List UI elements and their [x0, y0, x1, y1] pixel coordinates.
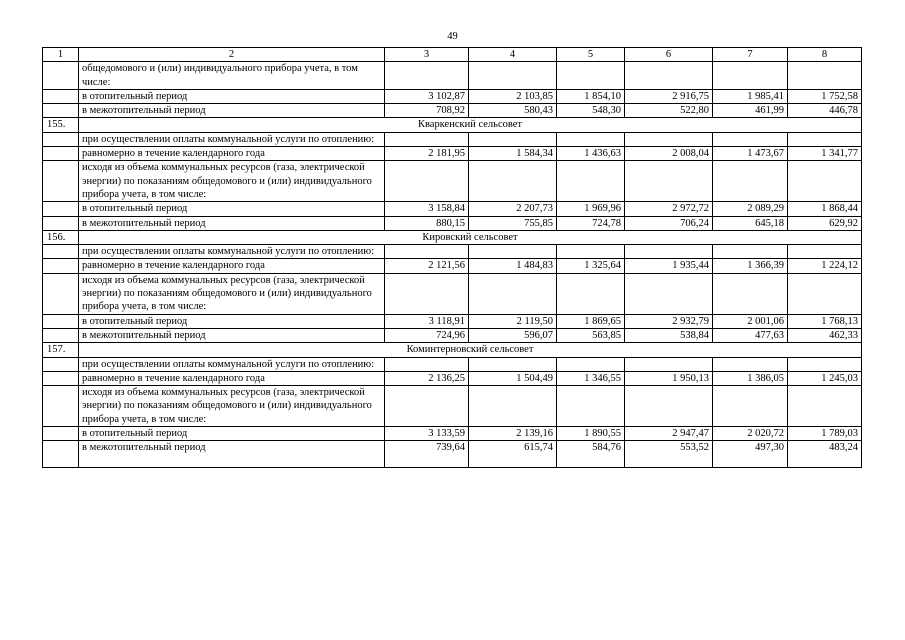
value-cell [713, 245, 788, 259]
value-cell [469, 132, 557, 146]
value-cell [557, 62, 625, 90]
row-description: в отопительный период [79, 314, 385, 328]
value-cell: 706,24 [625, 216, 713, 230]
table-row [43, 371, 862, 385]
value-cell [788, 62, 862, 90]
value-cell [557, 245, 625, 259]
value-cell [469, 386, 557, 427]
row-number-cell [43, 89, 79, 103]
value-cell: 2 932,79 [625, 314, 713, 328]
value-cell: 1 473,67 [713, 147, 788, 161]
column-header: 6 [625, 48, 713, 62]
value-cell: 2 181,95 [385, 147, 469, 161]
value-cell: 1 854,10 [557, 89, 625, 103]
value-cell [788, 273, 862, 314]
value-cell [557, 357, 625, 371]
section-number: 156. [43, 230, 79, 244]
value-cell [385, 386, 469, 427]
row-number-cell [43, 161, 79, 202]
row-description: в отопительный период [79, 427, 385, 441]
row-number-cell [43, 202, 79, 216]
table-row [43, 386, 862, 427]
value-cell: 1 346,55 [557, 371, 625, 385]
value-cell: 739,64 [385, 441, 469, 468]
value-cell: 3 133,59 [385, 427, 469, 441]
value-cell: 553,52 [625, 441, 713, 468]
value-cell: 1 869,65 [557, 314, 625, 328]
value-cell: 708,92 [385, 104, 469, 118]
value-cell [557, 132, 625, 146]
row-number-cell [43, 104, 79, 118]
value-cell [469, 245, 557, 259]
value-cell [385, 245, 469, 259]
value-cell: 446,78 [788, 104, 862, 118]
value-cell: 2 139,16 [469, 427, 557, 441]
value-cell: 477,63 [713, 328, 788, 342]
value-cell: 1 366,39 [713, 259, 788, 273]
value-cell [788, 132, 862, 146]
row-description: равномерно в течение календарного года [79, 147, 385, 161]
header-row [43, 48, 862, 62]
value-cell: 3 118,91 [385, 314, 469, 328]
value-cell: 724,96 [385, 328, 469, 342]
value-cell: 2 207,73 [469, 202, 557, 216]
value-cell: 483,24 [788, 441, 862, 468]
value-cell [385, 62, 469, 90]
page-number: 49 [447, 31, 458, 42]
row-number-cell [43, 216, 79, 230]
row-number-cell [43, 273, 79, 314]
value-cell: 2 121,56 [385, 259, 469, 273]
section-row [43, 343, 862, 357]
section-title: Коминтерновский сельсовет [79, 343, 862, 357]
tariff-table [42, 47, 862, 468]
row-number-cell [43, 328, 79, 342]
row-number-cell [43, 62, 79, 90]
table-row [43, 202, 862, 216]
value-cell: 629,92 [788, 216, 862, 230]
section-row [43, 230, 862, 244]
value-cell [788, 245, 862, 259]
table-row [43, 427, 862, 441]
value-cell: 1 584,34 [469, 147, 557, 161]
row-number-cell [43, 132, 79, 146]
value-cell: 1 935,44 [625, 259, 713, 273]
row-description: в межотопительный период [79, 216, 385, 230]
row-description: равномерно в течение календарного года [79, 371, 385, 385]
section-number: 157. [43, 343, 79, 357]
value-cell [557, 161, 625, 202]
value-cell: 461,99 [713, 104, 788, 118]
row-number-cell [43, 371, 79, 385]
value-cell [713, 161, 788, 202]
value-cell: 755,85 [469, 216, 557, 230]
table-row [43, 314, 862, 328]
value-cell [385, 357, 469, 371]
value-cell: 1 868,44 [788, 202, 862, 216]
row-number-cell [43, 386, 79, 427]
value-cell: 522,80 [625, 104, 713, 118]
table-row [43, 147, 862, 161]
value-cell: 880,15 [385, 216, 469, 230]
value-cell: 1 768,13 [788, 314, 862, 328]
row-number-cell [43, 245, 79, 259]
value-cell: 2 020,72 [713, 427, 788, 441]
value-cell: 724,78 [557, 216, 625, 230]
value-cell: 2 972,72 [625, 202, 713, 216]
value-cell [713, 386, 788, 427]
table-row [43, 259, 862, 273]
value-cell: 2 119,50 [469, 314, 557, 328]
row-description: исходя из объема коммунальных ресурсов (газа, электрической энергии) по показаниям общедомового и (или) индивидуального прибора учета, в том числе: [79, 273, 385, 314]
column-header: 2 [79, 48, 385, 62]
row-description: при осуществлении оплаты коммунальной услуги по отоплению: [79, 357, 385, 371]
value-cell: 538,84 [625, 328, 713, 342]
value-cell: 2 001,06 [713, 314, 788, 328]
value-cell [385, 161, 469, 202]
row-description: равномерно в течение календарного года [79, 259, 385, 273]
value-cell: 1 484,83 [469, 259, 557, 273]
row-description: исходя из объема коммунальных ресурсов (газа, электрической энергии) по показаниям общедомового и (или) индивидуального прибора учета, в том числе: [79, 161, 385, 202]
table-row [43, 132, 862, 146]
value-cell: 497,30 [713, 441, 788, 468]
value-cell [625, 245, 713, 259]
value-cell: 1 386,05 [713, 371, 788, 385]
table-row [43, 89, 862, 103]
value-cell: 580,43 [469, 104, 557, 118]
section-row [43, 118, 862, 132]
value-cell: 2 947,47 [625, 427, 713, 441]
value-cell [557, 386, 625, 427]
value-cell [788, 357, 862, 371]
value-cell: 1 890,55 [557, 427, 625, 441]
value-cell [469, 357, 557, 371]
row-description: в отопительный период [79, 89, 385, 103]
value-cell: 1 245,03 [788, 371, 862, 385]
value-cell: 1 504,49 [469, 371, 557, 385]
value-cell: 2 103,85 [469, 89, 557, 103]
value-cell: 596,07 [469, 328, 557, 342]
value-cell: 1 436,63 [557, 147, 625, 161]
section-number: 155. [43, 118, 79, 132]
value-cell: 462,33 [788, 328, 862, 342]
value-cell [557, 273, 625, 314]
value-cell [625, 357, 713, 371]
table-row [43, 357, 862, 371]
value-cell [713, 132, 788, 146]
row-number-cell [43, 441, 79, 468]
value-cell [713, 273, 788, 314]
table-row [43, 441, 862, 468]
value-cell [385, 132, 469, 146]
column-header: 8 [788, 48, 862, 62]
value-cell [788, 386, 862, 427]
column-header: 1 [43, 48, 79, 62]
value-cell: 584,76 [557, 441, 625, 468]
row-description: в межотопительный период [79, 328, 385, 342]
value-cell: 2 089,29 [713, 202, 788, 216]
value-cell [625, 161, 713, 202]
table-row [43, 328, 862, 342]
value-cell [788, 161, 862, 202]
value-cell: 1 325,64 [557, 259, 625, 273]
row-description: в межотопительный период [79, 441, 385, 468]
value-cell: 1 341,77 [788, 147, 862, 161]
table-row [43, 62, 862, 90]
row-number-cell [43, 427, 79, 441]
value-cell: 645,18 [713, 216, 788, 230]
row-description: в отопительный период [79, 202, 385, 216]
column-header: 5 [557, 48, 625, 62]
row-number-cell [43, 314, 79, 328]
value-cell [469, 62, 557, 90]
value-cell [625, 386, 713, 427]
value-cell: 3 102,87 [385, 89, 469, 103]
column-header: 7 [713, 48, 788, 62]
value-cell: 548,30 [557, 104, 625, 118]
value-cell: 1 789,03 [788, 427, 862, 441]
value-cell [713, 357, 788, 371]
column-header: 3 [385, 48, 469, 62]
value-cell [625, 273, 713, 314]
section-title: Кваркенский сельсовет [79, 118, 862, 132]
value-cell [385, 273, 469, 314]
value-cell: 563,85 [557, 328, 625, 342]
section-title: Кировский сельсовет [79, 230, 862, 244]
table-row [43, 216, 862, 230]
value-cell: 2 136,25 [385, 371, 469, 385]
table-row [43, 273, 862, 314]
value-cell: 1 224,12 [788, 259, 862, 273]
value-cell: 1 985,41 [713, 89, 788, 103]
row-number-cell [43, 147, 79, 161]
value-cell: 1 969,96 [557, 202, 625, 216]
value-cell [713, 62, 788, 90]
row-description: при осуществлении оплаты коммунальной услуги по отоплению: [79, 132, 385, 146]
row-description: при осуществлении оплаты коммунальной услуги по отоплению: [79, 245, 385, 259]
table-row [43, 104, 862, 118]
value-cell: 3 158,84 [385, 202, 469, 216]
value-cell [625, 132, 713, 146]
row-description: исходя из объема коммунальных ресурсов (газа, электрической энергии) по показаниям общедомового и (или) индивидуального прибора учета, в том числе: [79, 386, 385, 427]
table-row [43, 245, 862, 259]
row-number-cell [43, 357, 79, 371]
row-number-cell [43, 259, 79, 273]
value-cell: 2 916,75 [625, 89, 713, 103]
table-row [43, 161, 862, 202]
column-header: 4 [469, 48, 557, 62]
row-description: общедомового и (или) индивидуального прибора учета, в том числе: [79, 62, 385, 90]
value-cell: 2 008,04 [625, 147, 713, 161]
value-cell [469, 273, 557, 314]
value-cell [469, 161, 557, 202]
row-description: в межотопительный период [79, 104, 385, 118]
value-cell: 1 752,58 [788, 89, 862, 103]
value-cell: 615,74 [469, 441, 557, 468]
value-cell: 1 950,13 [625, 371, 713, 385]
value-cell [625, 62, 713, 90]
